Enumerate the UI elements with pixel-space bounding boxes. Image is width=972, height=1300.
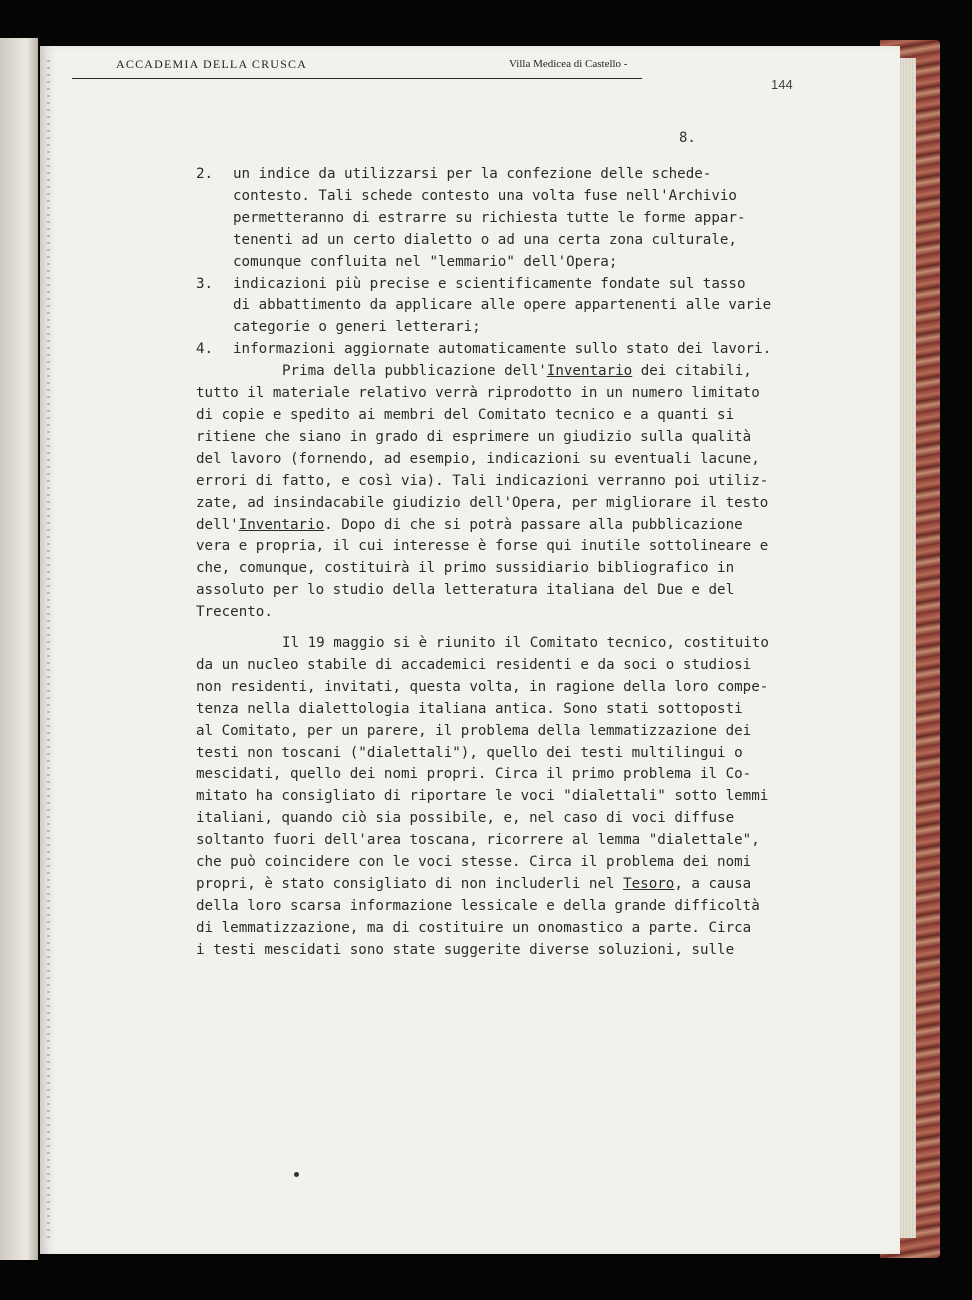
paragraph-inventario: [196, 361, 816, 624]
text-line: indicazioni più precise e scientificamente fondate sul tasso: [233, 275, 746, 292]
text-line: di copie e spedito ai membri del Comitato tecnico e a quanti si: [196, 406, 735, 423]
text-line: propri, è stato consigliato di non includerli nel Tesoro, a causa: [196, 876, 752, 892]
text-line: mescidati, quello dei nomi propri. Circa il primo problema il Co-: [196, 766, 752, 783]
text-line: contesto. Tali schede contesto una volta fuse nell'Archivio: [233, 187, 737, 204]
letterhead-address: Villa Medicea di Castello -: [509, 58, 628, 70]
text-line: Il 19 maggio si è riunito il Comitato tecnico, costituito: [282, 635, 769, 652]
underlined-title: Tesoro: [623, 876, 675, 892]
text-line: tenenti ad un certo dialetto o ad una certa zona culturale,: [233, 231, 737, 248]
text-line: del lavoro (fornendo, ad esempio, indicazioni su eventuali lacune,: [196, 450, 760, 467]
text-line: dell'Inventario. Dopo di che si potrà passare alla pubblicazione: [196, 516, 743, 533]
text-line: i testi mescidati sono state suggerite diverse soluzioni, sulle: [196, 941, 735, 958]
text-line: che, comunque, costituirà il primo sussidiario bibliografico in: [196, 560, 735, 577]
text-line: categorie o generi letterari;: [233, 319, 481, 336]
text-line: permetteranno di estrarre su richiesta tutte le forme appar-: [233, 209, 746, 226]
text-line: della loro scarsa informazione lessicale e della grande difficoltà: [196, 897, 760, 914]
folio-number: 144: [771, 77, 793, 92]
paragraph-comitato: [196, 633, 816, 962]
text-line: mitato ha consigliato di riportare le voci "dialettali" sotto lemmi: [196, 788, 769, 805]
list-number: 2.: [196, 166, 214, 182]
left-page-edge: [0, 38, 38, 1260]
text-line: di abbattimento da applicare alle opere appartenenti alle varie: [233, 297, 772, 314]
list-number: 3.: [196, 275, 214, 292]
text-line: assoluto per lo studio della letteratura italiana del Due e del: [196, 582, 735, 599]
text-line: di lemmatizzazione, ma di costituire un onomastico a parte. Circa: [196, 919, 752, 936]
text-line: zate, ad insindacabile giudizio dell'Opera, per migliorare il testo: [196, 494, 769, 511]
list-item: [196, 274, 816, 340]
text-line: comunque confluita nel "lemmario" dell'Opera;: [233, 253, 618, 270]
text-line: informazioni aggiornate automaticamente sullo stato dei lavori.: [233, 341, 772, 358]
letterhead-institution: ACCADEMIA DELLA CRUSCA: [116, 57, 308, 71]
text-line: che può coincidere con le voci stesse. Circa il problema dei nomi: [196, 854, 752, 871]
text-line: soltanto fuori dell'area toscana, ricorrere al lemma "dialettale",: [196, 832, 760, 849]
list-item: [196, 339, 816, 361]
text-line: tenza nella dialettologia italiana antica. Sono stati sottoposti: [196, 700, 743, 717]
list-number: 4.: [196, 341, 214, 358]
text-line: un indice da utilizzarsi per la confezione delle schede-: [233, 166, 712, 182]
text-line: non residenti, invitati, questa volta, in ragione della loro compe-: [196, 678, 769, 695]
body-text: [196, 164, 816, 962]
text-line: errori di fatto, e così via). Tali indicazioni verranno poi utiliz-: [196, 472, 769, 489]
text-line: Prima della pubblicazione dell'Inventario dei citabili,: [282, 363, 752, 380]
text-line: testi non toscani ("dialettali"), quello dei testi multilingui o: [196, 744, 743, 761]
letterhead: [72, 56, 642, 79]
underlined-title: Inventario: [546, 363, 633, 380]
text-line: ritiene che siano in grado di esprimere un giudizio sulla qualità: [196, 428, 752, 445]
text-line: al Comitato, per un parere, il problema della lemmatizzazione dei: [196, 722, 752, 739]
underlined-title: Inventario: [238, 516, 325, 533]
page-number: 8.: [679, 130, 696, 146]
ink-mark: [294, 1172, 299, 1177]
spine-stitching: [47, 60, 50, 1240]
text-line: Trecento.: [196, 604, 273, 621]
text-line: da un nucleo stabile di accademici residenti e da soci o studiosi: [196, 656, 752, 673]
text-line: italiani, quando ciò sia possibile, e, nel caso di voci diffuse: [196, 810, 735, 827]
text-line: tutto il materiale relativo verrà riprodotto in un numero limitato: [196, 385, 760, 402]
list-item: [196, 164, 816, 274]
text-line: vera e propria, il cui interesse è forse qui inutile sottolineare e: [196, 538, 769, 555]
